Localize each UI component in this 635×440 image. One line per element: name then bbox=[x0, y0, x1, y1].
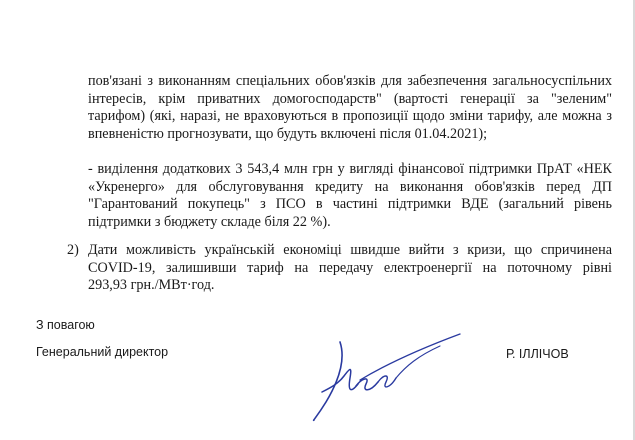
text-line: пов'язані з виконанням спеціальних обов'язків для забезпечення загальносуспільних bbox=[88, 73, 612, 89]
text-line: тарифом) (які, наразі, не враховуються в пропозиції щодо зміни тарифу, але можна з bbox=[88, 108, 612, 124]
handwritten-signature bbox=[300, 322, 475, 432]
list-item-number: 2) bbox=[67, 242, 79, 258]
closing-regards: З повагою bbox=[36, 318, 95, 332]
text-line: - виділення додаткових 3 543,4 млн грн у вигляді фінансової підтримки ПрАТ «НЕК bbox=[88, 161, 612, 177]
text-line: впевненістю прогнозувати, що будуть включені після 01.04.2021); bbox=[88, 125, 488, 142]
signer-position: Генеральний директор bbox=[36, 345, 169, 359]
text-line: «Укренерго» для обслуговування кредиту на виконання обов'язків перед ДП bbox=[88, 178, 612, 195]
text-line: COVID-19, залишивши тариф на передачу електроенергії на поточному рівні bbox=[88, 259, 612, 276]
list-item-economy-recovery bbox=[88, 242, 612, 295]
text-line: підтримки з бюджету складе біля 22 %). bbox=[88, 213, 331, 230]
text-line: інтересів, крім приватних домогосподарств" (вартості генерації за "зеленим" bbox=[88, 90, 612, 107]
paragraph-tariff-continuation bbox=[88, 73, 612, 143]
paragraph-financial-support bbox=[88, 161, 612, 231]
text-line: "Гарантований покупець" з ПСО в частині підтримки ВДЕ (загальний рівень bbox=[88, 196, 612, 212]
text-line: 293,93 грн./МВт·год. bbox=[88, 277, 215, 293]
signer-name: Р. ІЛЛІЧОВ bbox=[506, 347, 569, 361]
text-line: Дати можливість українській економіці швидше вийти з кризи, що спричинена bbox=[88, 242, 612, 258]
